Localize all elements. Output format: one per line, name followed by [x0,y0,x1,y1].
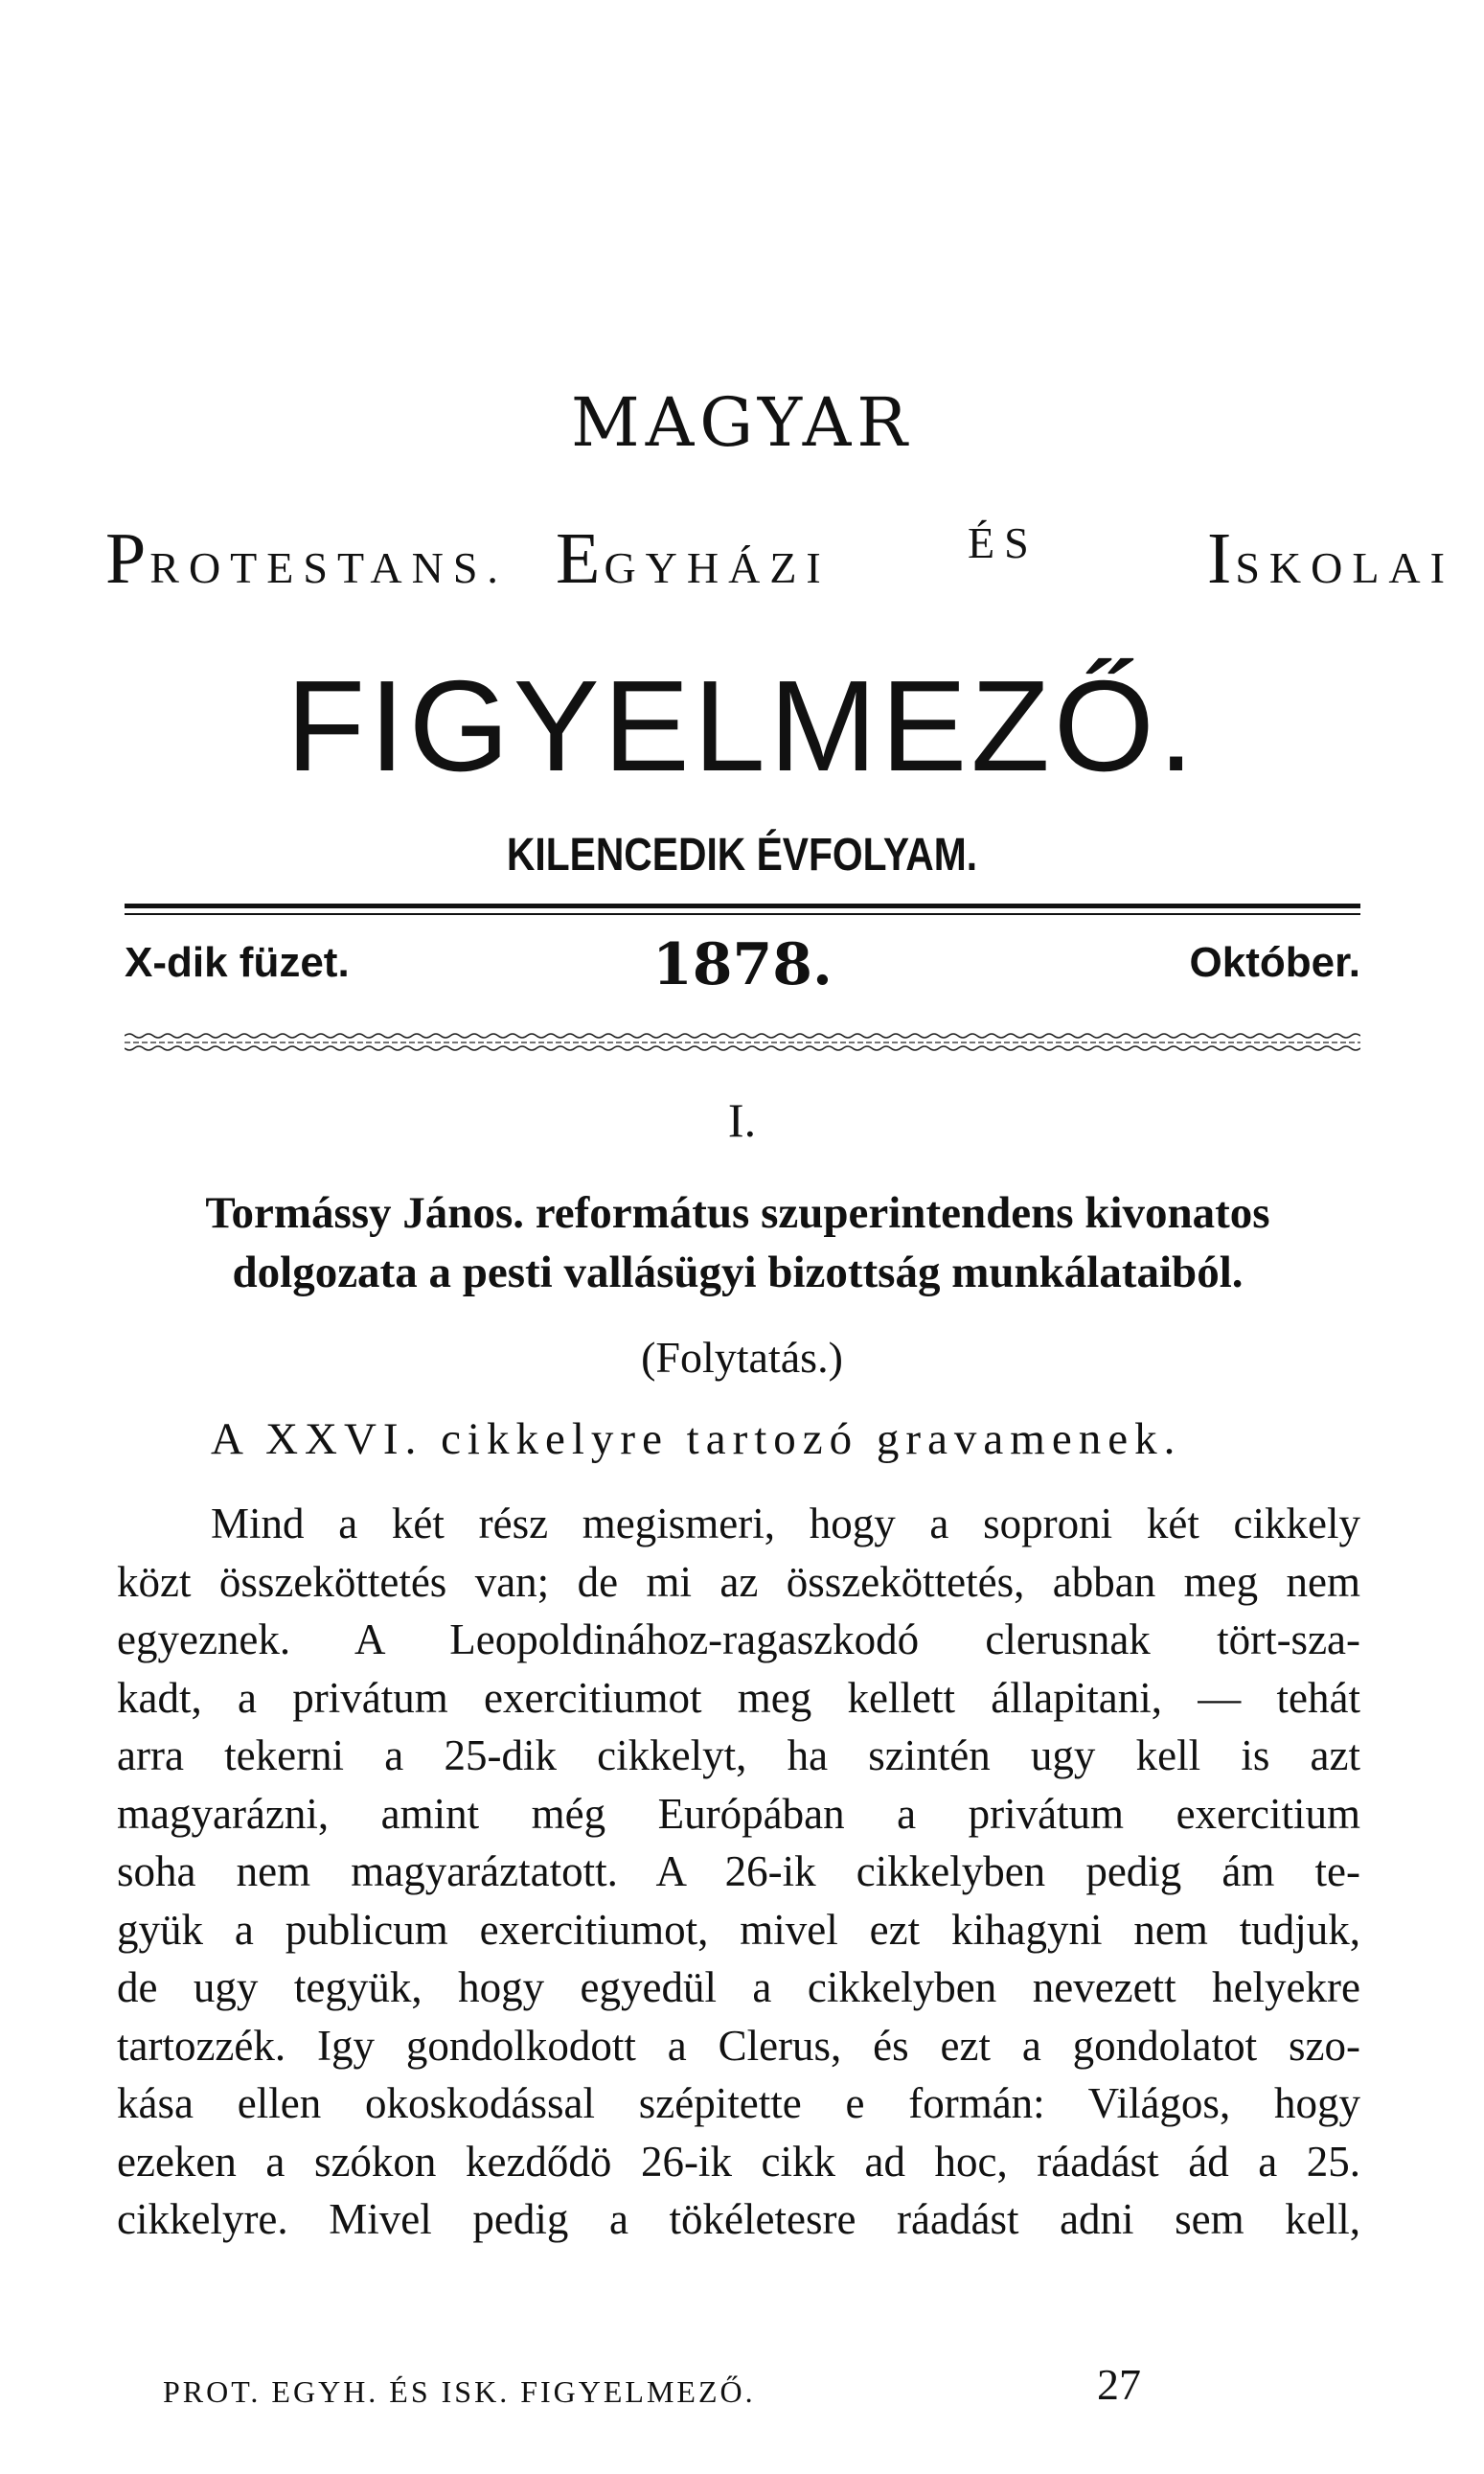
article-title-line: dolgozata a pesti vallásügyi bizottság munkálataiból. [232,1248,1244,1297]
masthead-title: FIGYELMEZŐ. [285,653,1199,798]
subtitle-word2-rest: GYHÁZI [604,543,831,592]
body-line: kadt, a privátum exercitiumot meg kellett állapitani, — tehát [117,1673,1360,1722]
subtitle-initial-p: P [105,518,150,599]
issue-year: 1878. [652,931,833,998]
wavy-divider [125,1030,1360,1053]
footer-running-title: PROT. EGYH. ÉS ISK. FIGYELMEZŐ. [163,2374,756,2409]
body-line: de ugy tegyük, hogy egyedül a cikkelyben nevezett helyekre [117,1963,1360,2011]
subtitle-initial-e: E [556,518,605,599]
body-line: közt összeköttetés van; de mi az összeköttetés, abban meg nem [117,1557,1360,1606]
continued-label: (Folytatás.) [641,1333,843,1382]
issue-month: Október. [1189,939,1360,986]
body-line: soha nem magyaráztatott. A 26-ik cikkelyben pedig ám te- [117,1847,1360,1895]
header-rule-thin [125,913,1360,915]
subtitle-initial-i: I [1207,518,1236,599]
masthead-top-word: MAGYAR [571,383,913,462]
body-text [117,1495,1360,2249]
body-line: kása ellen okoskodással szépitette e formán: Világos, hogy [117,2079,1360,2127]
subtitle-separator: . [487,543,508,592]
masthead-subtitle [105,517,1454,599]
subtitle-word4-rest: SKOLAI [1235,543,1454,592]
body-line: cikkelyre. Mivel pedig a tökéletesre ráadást adni sem kell, [117,2195,1360,2243]
issue-row [125,931,1360,1006]
section-number: I. [727,1093,757,1147]
body-line: Mind a két rész megismeri, hogy a soproni két cikkely [211,1500,1360,1547]
subtitle-word-egyhazi [556,517,831,601]
body-line: arra tekerni a 25-dik cikkelyt, ha szintén ugy kell is azt [117,1731,1360,1779]
article-title [115,1183,1360,1302]
section-heading: A XXVI. cikkelyre tartozó gravamenek. [211,1414,1182,1464]
body-line: egyeznek. A Leopoldinához-ragaszkodó clerusnak tört-sza- [117,1615,1360,1663]
subtitle-word1-rest: ROTESTANS [149,543,488,592]
body-line: magyarázni, amint még Európában a privátum exercitium [117,1789,1360,1838]
subtitle-word-iskolai [1207,517,1454,601]
header-rule-thick [125,904,1360,908]
subtitle-word-protestans [105,517,508,601]
footer-signature: 27 [1097,2360,1141,2409]
subtitle-word-es: ÉS [968,518,1039,567]
body-line: tartozzék. Igy gondolkodott a Clerus, és ezt a gondolatot szo- [117,2021,1360,2070]
issue-number: X-dik füzet. [125,939,350,986]
body-line: gyük a publicum exercitiumot, mivel ezt kihagyni nem tudjuk, [117,1905,1360,1954]
body-line: ezeken a szókon kezdődö 26-ik cikk ad hoc, ráadást ád a 25. [117,2137,1360,2186]
volume-label: KILENCEDIK ÉVFOLYAM. [506,830,978,881]
article-title-line: Tormássy János. református szuperintendens kivonatos [205,1188,1270,1238]
